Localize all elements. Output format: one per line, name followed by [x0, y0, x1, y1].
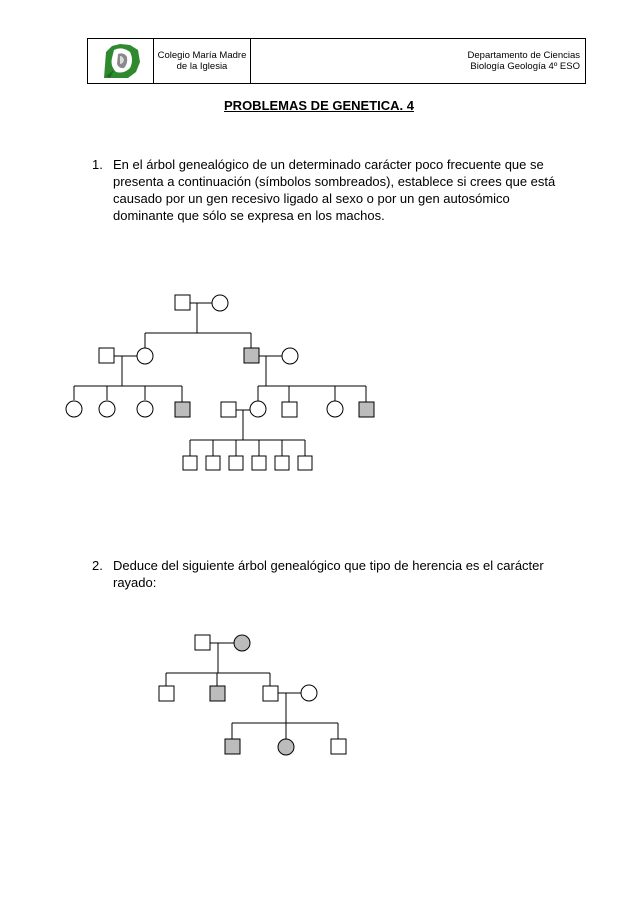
male-affected-symbol — [175, 402, 190, 417]
question-1-text: En el árbol genealógico de un determinado carácter poco frecuente que se presenta a continuación (símbolos sombreados), establece si crees que está causado por un gen recesivo ligado al sexo o por un gen autosómico dominante que sólo se expresa en los machos. — [113, 157, 556, 223]
male-symbol — [195, 635, 210, 650]
female-symbol — [66, 401, 82, 417]
female-symbol — [327, 401, 343, 417]
department-line2: Biología Geología 4º ESO — [470, 61, 580, 72]
male-symbol — [99, 348, 114, 363]
male-affected-symbol — [244, 348, 259, 363]
male-symbol — [298, 456, 312, 470]
department-line1: Departamento de Ciencias — [467, 50, 580, 61]
page-title: PROBLEMAS DE GENETICA. 4 — [224, 98, 414, 113]
male-symbol — [183, 456, 197, 470]
male-symbol — [275, 456, 289, 470]
female-symbol — [250, 401, 266, 417]
school-name-line1: Colegio María Madre — [157, 50, 247, 61]
male-affected-symbol — [210, 686, 225, 701]
male-symbol — [221, 402, 236, 417]
male-symbol — [282, 402, 297, 417]
female-affected-symbol — [278, 739, 294, 755]
question-1-number: 1. — [92, 157, 103, 172]
question-2-text: Deduce del siguiente árbol genealógico que tipo de herencia es el carácter rayado: — [113, 558, 544, 590]
male-affected-symbol — [225, 739, 240, 754]
male-symbol — [331, 739, 346, 754]
female-symbol — [212, 295, 228, 311]
male-affected-symbol — [359, 402, 374, 417]
question-2-number: 2. — [92, 558, 103, 573]
male-symbol — [159, 686, 174, 701]
male-symbol — [206, 456, 220, 470]
female-symbol — [137, 348, 153, 364]
male-symbol — [252, 456, 266, 470]
female-affected-symbol — [234, 635, 250, 651]
pedigree-1-lines — [74, 303, 366, 456]
school-name-line2: de la Iglesia — [176, 61, 228, 72]
male-symbol — [263, 686, 278, 701]
male-symbol — [229, 456, 243, 470]
female-symbol — [99, 401, 115, 417]
female-symbol — [301, 685, 317, 701]
male-symbol — [175, 295, 190, 310]
female-symbol — [282, 348, 298, 364]
female-symbol — [137, 401, 153, 417]
